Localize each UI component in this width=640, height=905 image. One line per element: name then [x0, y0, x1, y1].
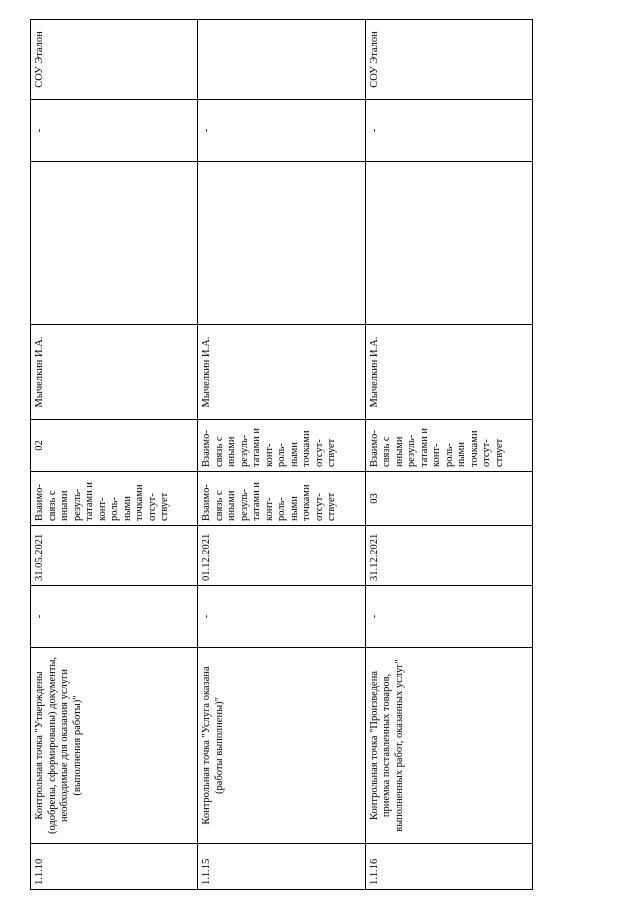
end-date: 31.12.2021: [365, 526, 532, 586]
successor: [31, 420, 198, 472]
rotated-page: [30, 20, 533, 890]
row-number: 1.1.16: [365, 844, 532, 890]
control-level: -: [31, 100, 198, 162]
table-row: [365, 20, 532, 890]
responsible: Мычелкин И.А.: [31, 325, 198, 420]
control-level: -: [365, 100, 532, 162]
end-date: 31.05.2021: [31, 526, 198, 586]
row-number: 1.1.10: [31, 844, 198, 890]
end-date: 01.12.2021: [198, 526, 365, 586]
start-date: -: [365, 586, 532, 648]
table-row: [198, 20, 365, 890]
predecessor-text: Взаимо-связь с иными резуль-татами и конт-роль-ными точками отсут-ствует: [34, 482, 170, 521]
predecessor: [31, 472, 198, 526]
control-point-name: Контрольная точка "Утверждены (одобрены, сформированы) документы, необходимые для оказания услуги (выполнения работы)": [31, 648, 198, 844]
successor-text: Взаимо-связь с иными резуль-татами и конт-роль-ными точками отсут-ствует: [368, 428, 505, 467]
info-system: СОУ Эталон: [31, 20, 198, 100]
responsible: Мычелкин И.А.: [198, 325, 365, 420]
document-type: [365, 162, 532, 325]
successor: [365, 420, 532, 472]
predecessor: [365, 472, 532, 526]
control-level: -: [198, 100, 365, 162]
predecessor-text: Взаимо-связь с иными резуль-татами и конт-роль-ными точками отсут-ствует: [201, 482, 338, 521]
row-number: 1.1.15: [198, 844, 365, 890]
document-type: [198, 162, 365, 325]
start-date: -: [198, 586, 365, 648]
control-point-name: Контрольная точка "Произведена приемка поставленных товаров, выполненных работ, оказанных услуг": [365, 648, 532, 844]
document-type: [31, 162, 198, 325]
responsible: Мычелкин И.А.: [365, 325, 532, 420]
info-system: [198, 20, 365, 100]
successor: [198, 420, 365, 472]
predecessor-text: 03: [368, 493, 380, 504]
control-point-name: Контрольная точка "Услуга оказана (работы выполнены)": [198, 648, 365, 844]
successor-text: Взаимо-связь с иными резуль-татами и конт-роль-ными точками отсут-ствует: [201, 428, 338, 467]
control-points-table: [30, 19, 533, 890]
start-date: -: [31, 586, 198, 648]
predecessor: [198, 472, 365, 526]
info-system: СОУ Эталон: [365, 20, 532, 100]
successor-text: 02: [34, 440, 45, 451]
table-row: [31, 20, 198, 890]
